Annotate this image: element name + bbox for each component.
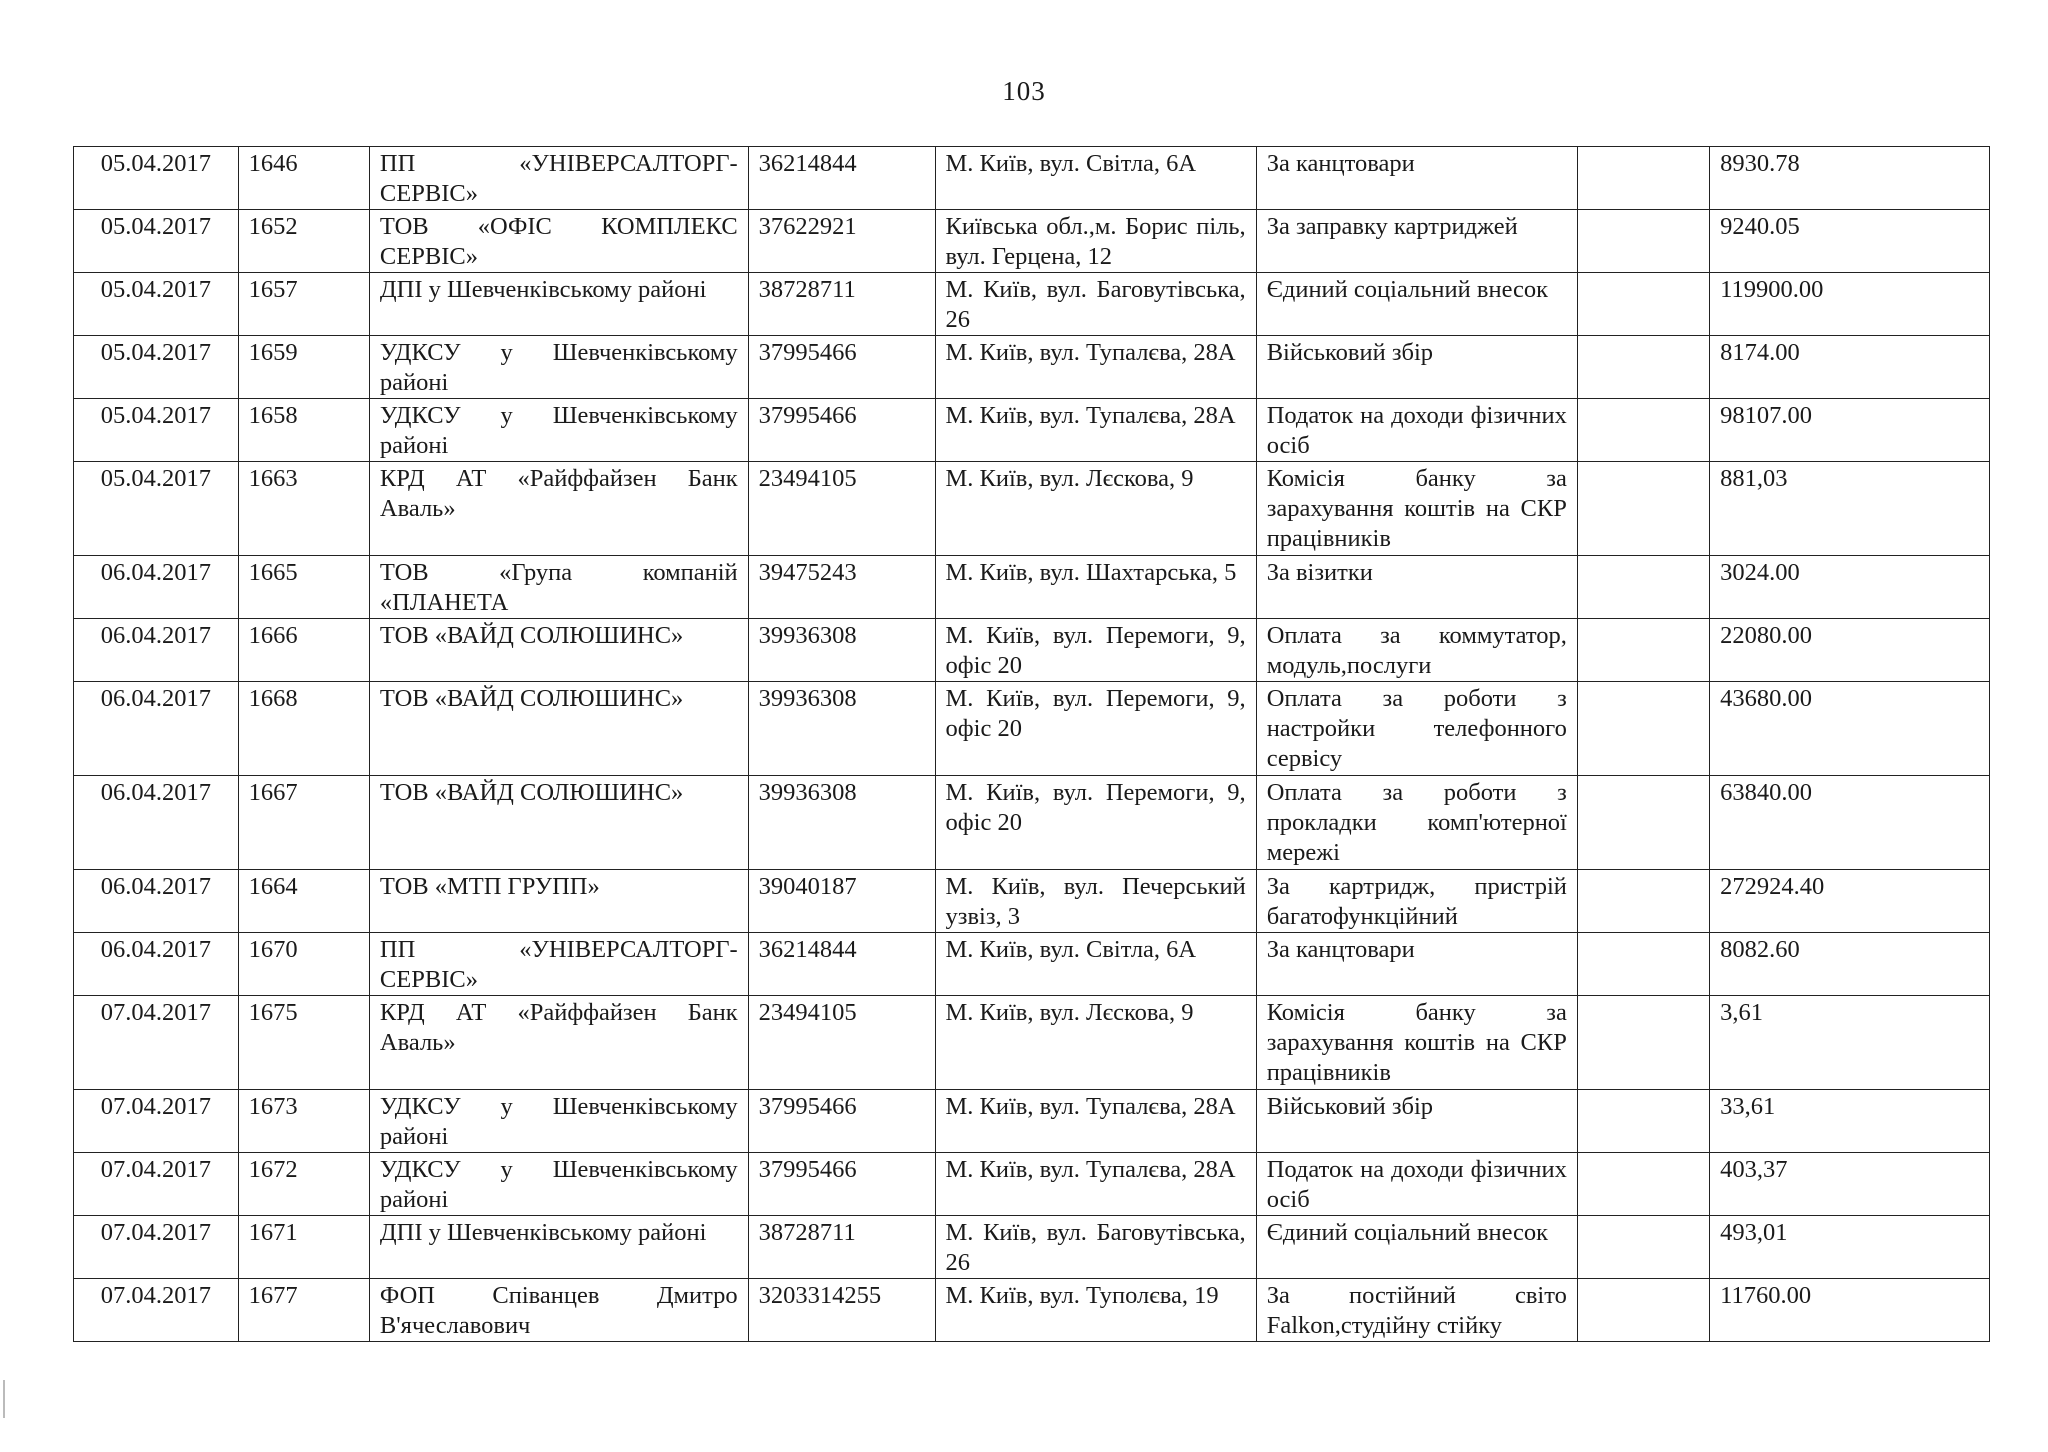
table-row	[74, 273, 1990, 336]
payment-amount: 8082.60	[1710, 933, 1990, 996]
recipient-code: 38728711	[748, 1216, 935, 1279]
payment-amount: 3,61	[1710, 996, 1990, 1090]
payment-date: 07.04.2017	[74, 1279, 239, 1342]
recipient-code: 36214844	[748, 147, 935, 210]
document-number: 1667	[238, 776, 369, 870]
payment-amount: 493,01	[1710, 1216, 1990, 1279]
recipient-name: ТОВ «Група компаній «ПЛАНЕТА	[369, 556, 748, 619]
recipient-code: 37995466	[748, 1153, 935, 1216]
empty-cell	[1577, 1216, 1709, 1279]
empty-cell	[1577, 1279, 1709, 1342]
recipient-code: 39936308	[748, 619, 935, 682]
payment-amount: 881,03	[1710, 462, 1990, 556]
recipient-address: М. Київ, вул. Печерський узвіз, 3	[935, 870, 1256, 933]
payment-purpose: За постійний світо Falkon,студійну стійку	[1256, 1279, 1577, 1342]
payments-table	[73, 146, 1990, 1342]
document-number: 1665	[238, 556, 369, 619]
recipient-address: М. Київ, вул. Тупалєва, 28А	[935, 1090, 1256, 1153]
payment-purpose: Оплата за роботи з прокладки комп'ютерної мережі	[1256, 776, 1577, 870]
payment-amount: 63840.00	[1710, 776, 1990, 870]
page-number: 103	[1002, 76, 1046, 106]
table-row	[74, 210, 1990, 273]
empty-cell	[1577, 1153, 1709, 1216]
document-number: 1668	[238, 682, 369, 776]
table-row	[74, 1090, 1990, 1153]
recipient-code: 39936308	[748, 682, 935, 776]
payment-purpose: Оплата за роботи з настройки телефонного сервісу	[1256, 682, 1577, 776]
scan-edge-mark	[3, 1380, 5, 1418]
recipient-code: 37995466	[748, 336, 935, 399]
empty-cell	[1577, 147, 1709, 210]
table-row	[74, 1279, 1990, 1342]
document-number: 1675	[238, 996, 369, 1090]
recipient-name: УДКСУ у Шевченківському районі	[369, 1090, 748, 1153]
table-row	[74, 933, 1990, 996]
document-number: 1671	[238, 1216, 369, 1279]
table-row	[74, 556, 1990, 619]
document-number: 1658	[238, 399, 369, 462]
empty-cell	[1577, 776, 1709, 870]
payment-purpose: Оплата за коммутатор, модуль,послуги	[1256, 619, 1577, 682]
payment-purpose: Комісія банку за зарахування коштів на СКР працівників	[1256, 996, 1577, 1090]
recipient-address: Київська обл.,м. Борис піль, вул. Герцена, 12	[935, 210, 1256, 273]
recipient-name: ПП «УНІВЕРСАЛТОРГ-СЕРВІС»	[369, 147, 748, 210]
empty-cell	[1577, 273, 1709, 336]
payment-date: 05.04.2017	[74, 462, 239, 556]
recipient-name: ТОВ «ВАЙД СОЛЮШИНС»	[369, 776, 748, 870]
recipient-name: ДПІ у Шевченківському районі	[369, 273, 748, 336]
payment-date: 05.04.2017	[74, 336, 239, 399]
payment-purpose: За канцтовари	[1256, 147, 1577, 210]
payment-purpose: За канцтовари	[1256, 933, 1577, 996]
recipient-name: ТОВ «ВАЙД СОЛЮШИНС»	[369, 682, 748, 776]
payment-amount: 11760.00	[1710, 1279, 1990, 1342]
table-row	[74, 776, 1990, 870]
recipient-code: 23494105	[748, 462, 935, 556]
payment-purpose: За картридж, пристрій багатофункційний	[1256, 870, 1577, 933]
recipient-name: ТОВ «ОФІС КОМПЛЕКС СЕРВІС»	[369, 210, 748, 273]
table-row	[74, 462, 1990, 556]
payment-purpose: За візитки	[1256, 556, 1577, 619]
recipient-address: М. Київ, вул. Лєскова, 9	[935, 996, 1256, 1090]
document-number: 1657	[238, 273, 369, 336]
recipient-address: М. Київ, вул. Тупалєва, 28А	[935, 399, 1256, 462]
table-row	[74, 1216, 1990, 1279]
recipient-name: УДКСУ у Шевченківському районі	[369, 336, 748, 399]
recipient-name: ПП «УНІВЕРСАЛТОРГ-СЕРВІС»	[369, 933, 748, 996]
document-number: 1663	[238, 462, 369, 556]
recipient-name: КРД АТ «Райффайзен Банк Аваль»	[369, 462, 748, 556]
recipient-code: 39936308	[748, 776, 935, 870]
document-number: 1646	[238, 147, 369, 210]
payment-purpose: Комісія банку за зарахування коштів на СКР працівників	[1256, 462, 1577, 556]
recipient-name: УДКСУ у Шевченківському районі	[369, 399, 748, 462]
recipient-address: М. Київ, вул. Тупалєва, 28А	[935, 336, 1256, 399]
payment-amount: 9240.05	[1710, 210, 1990, 273]
table-row	[74, 399, 1990, 462]
payment-date: 07.04.2017	[74, 996, 239, 1090]
document-number: 1666	[238, 619, 369, 682]
recipient-name: ДПІ у Шевченківському районі	[369, 1216, 748, 1279]
payment-date: 06.04.2017	[74, 870, 239, 933]
recipient-address: М. Київ, вул. Перемоги, 9, офіс 20	[935, 682, 1256, 776]
payment-date: 05.04.2017	[74, 147, 239, 210]
payment-date: 06.04.2017	[74, 619, 239, 682]
payment-date: 05.04.2017	[74, 210, 239, 273]
payment-date: 06.04.2017	[74, 556, 239, 619]
document-number: 1652	[238, 210, 369, 273]
payment-date: 07.04.2017	[74, 1216, 239, 1279]
recipient-address: М. Київ, вул. Туполєва, 19	[935, 1279, 1256, 1342]
recipient-code: 36214844	[748, 933, 935, 996]
empty-cell	[1577, 870, 1709, 933]
payment-amount: 8174.00	[1710, 336, 1990, 399]
payment-amount: 98107.00	[1710, 399, 1990, 462]
table-row	[74, 336, 1990, 399]
recipient-code: 38728711	[748, 273, 935, 336]
document-number: 1672	[238, 1153, 369, 1216]
payment-date: 07.04.2017	[74, 1090, 239, 1153]
payment-date: 07.04.2017	[74, 1153, 239, 1216]
payment-amount: 22080.00	[1710, 619, 1990, 682]
recipient-address: М. Київ, вул. Тупалєва, 28А	[935, 1153, 1256, 1216]
document-number: 1664	[238, 870, 369, 933]
payment-date: 05.04.2017	[74, 273, 239, 336]
recipient-code: 37622921	[748, 210, 935, 273]
payment-date: 06.04.2017	[74, 776, 239, 870]
recipient-address: М. Київ, вул. Шахтарська, 5	[935, 556, 1256, 619]
recipient-address: М. Київ, вул. Перемоги, 9, офіс 20	[935, 619, 1256, 682]
empty-cell	[1577, 619, 1709, 682]
payment-amount: 403,37	[1710, 1153, 1990, 1216]
recipient-code: 39040187	[748, 870, 935, 933]
recipient-address: М. Київ, вул. Лєскова, 9	[935, 462, 1256, 556]
recipient-name: ТОВ «МТП ГРУПП»	[369, 870, 748, 933]
payment-date: 06.04.2017	[74, 682, 239, 776]
table-row	[74, 870, 1990, 933]
table-row	[74, 996, 1990, 1090]
recipient-code: 37995466	[748, 399, 935, 462]
payment-amount: 272924.40	[1710, 870, 1990, 933]
payment-amount: 3024.00	[1710, 556, 1990, 619]
payment-amount: 33,61	[1710, 1090, 1990, 1153]
payment-purpose: Єдиний соціальний внесок	[1256, 1216, 1577, 1279]
table-row	[74, 682, 1990, 776]
payment-purpose: За заправку картриджей	[1256, 210, 1577, 273]
payment-purpose: Єдиний соціальний внесок	[1256, 273, 1577, 336]
recipient-address: М. Київ, вул. Світла, 6А	[935, 147, 1256, 210]
empty-cell	[1577, 933, 1709, 996]
payment-amount: 119900.00	[1710, 273, 1990, 336]
empty-cell	[1577, 682, 1709, 776]
recipient-code: 3203314255	[748, 1279, 935, 1342]
empty-cell	[1577, 210, 1709, 273]
table-row	[74, 1153, 1990, 1216]
payment-purpose: Військовий збір	[1256, 1090, 1577, 1153]
document-number: 1670	[238, 933, 369, 996]
empty-cell	[1577, 462, 1709, 556]
document-number: 1673	[238, 1090, 369, 1153]
payment-date: 05.04.2017	[74, 399, 239, 462]
empty-cell	[1577, 399, 1709, 462]
empty-cell	[1577, 556, 1709, 619]
recipient-address: М. Київ, вул. Перемоги, 9, офіс 20	[935, 776, 1256, 870]
recipient-name: ТОВ «ВАЙД СОЛЮШИНС»	[369, 619, 748, 682]
table-row	[74, 147, 1990, 210]
payment-date: 06.04.2017	[74, 933, 239, 996]
payment-purpose: Військовий збір	[1256, 336, 1577, 399]
payment-purpose: Податок на доходи фізичних осіб	[1256, 399, 1577, 462]
recipient-name: ФОП Співанцев Дмитро В'ячеславович	[369, 1279, 748, 1342]
recipient-code: 37995466	[748, 1090, 935, 1153]
payment-purpose: Податок на доходи фізичних осіб	[1256, 1153, 1577, 1216]
recipient-name: УДКСУ у Шевченківському районі	[369, 1153, 748, 1216]
recipient-address: М. Київ, вул. Світла, 6А	[935, 933, 1256, 996]
empty-cell	[1577, 336, 1709, 399]
recipient-code: 39475243	[748, 556, 935, 619]
document-number: 1677	[238, 1279, 369, 1342]
recipient-address: М. Київ, вул. Баговутівська, 26	[935, 273, 1256, 336]
recipient-name: КРД АТ «Райффайзен Банк Аваль»	[369, 996, 748, 1090]
recipient-address: М. Київ, вул. Баговутівська, 26	[935, 1216, 1256, 1279]
empty-cell	[1577, 1090, 1709, 1153]
recipient-code: 23494105	[748, 996, 935, 1090]
table-row	[74, 619, 1990, 682]
document-number: 1659	[238, 336, 369, 399]
payment-amount: 8930.78	[1710, 147, 1990, 210]
payment-amount: 43680.00	[1710, 682, 1990, 776]
empty-cell	[1577, 996, 1709, 1090]
